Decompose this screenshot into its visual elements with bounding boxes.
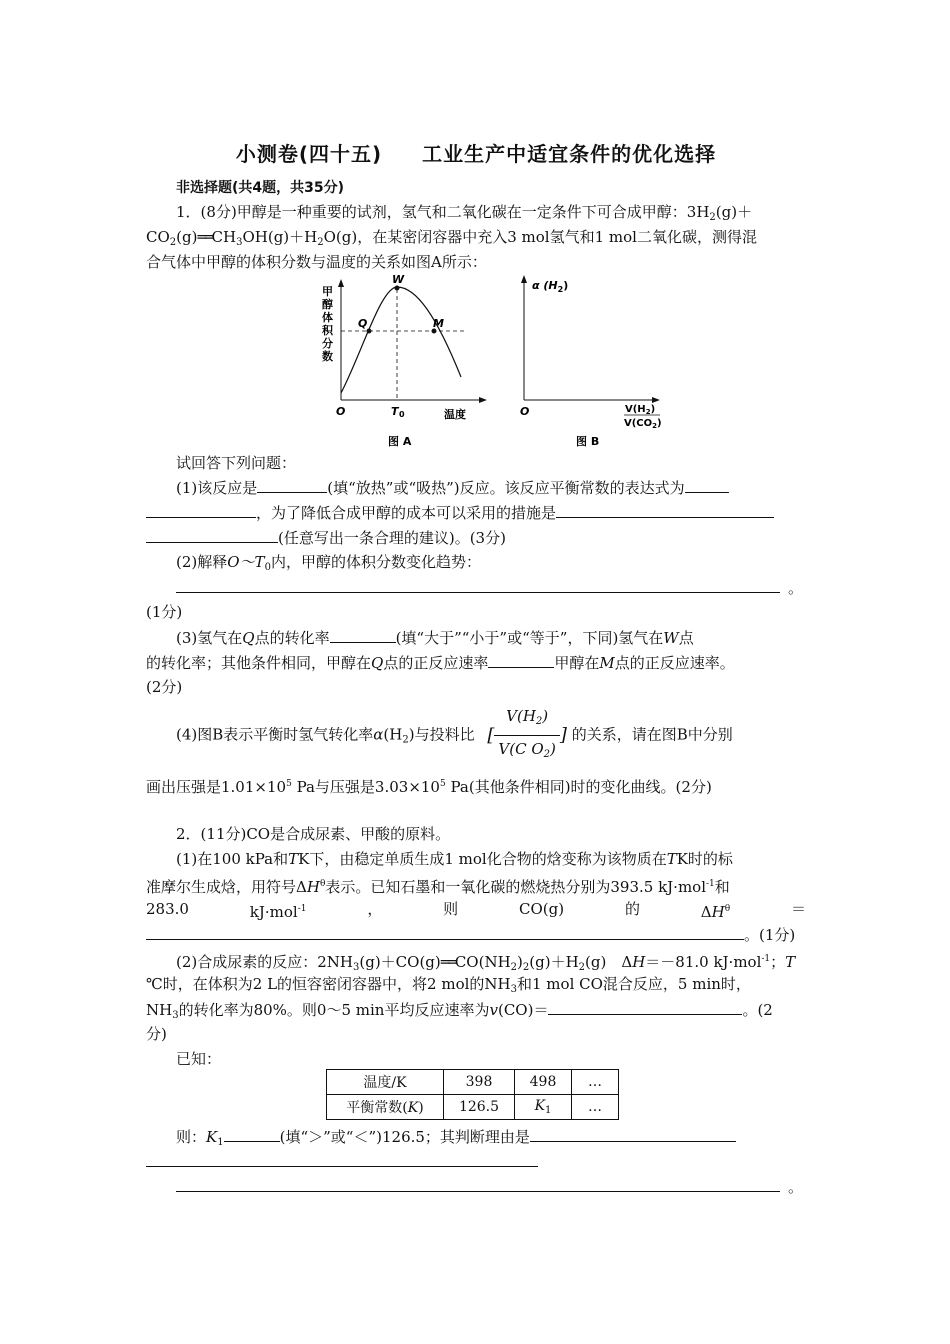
table-row: 温度/K 398 498 …: [327, 1070, 619, 1095]
svg-text:O: O: [520, 405, 530, 418]
q1-part1-line3: (任意写出一条合理的建议)。(3分): [146, 526, 506, 549]
q1-line1: 1．(8分)甲醇是一种重要的试剂，氢气和二氧化碳在一定条件下可合成甲醇：$3H_2(g)+$: [176, 203, 753, 223]
figure-a: [316, 275, 506, 450]
q1-part3-score: (2分): [146, 678, 183, 696]
q2-part2-line2: ℃时，在体积为2 L的恒容密闭容器中，将2 mol的$NH_3$和1 mol CO混合反应，5 min时，: [146, 975, 751, 995]
answer-blank[interactable]: [257, 476, 327, 493]
answer-blank[interactable]: [488, 651, 554, 668]
svg-text:V(H2): $V(H_2)$: [625, 404, 656, 416]
q2-part2-line1: (2)合成尿素的反应：$2NH_3(g)+CO(g)══CO(NH_2)_2(g)+H_2(g)$ ΔH＝－81.0 kJ·mol$^{-1}$；T: [176, 953, 796, 973]
ratio-fraction: $\frac{V(H_2)}{V(C O_2)}$: [494, 706, 559, 765]
point-w: [395, 286, 400, 291]
q1-part3-line1: (3)氢气在Q点的转化率 (填“大于”“小于”或“等于”，下同)氢气在W点: [176, 626, 694, 649]
svg-text:积: 积: [322, 324, 333, 337]
answer-blank[interactable]: [556, 501, 774, 518]
svg-text:0: 0: [399, 410, 405, 419]
svg-text:W: W: [392, 275, 405, 286]
q1-intro: 试回答下列问题：: [176, 454, 297, 472]
q1-part2-answer: 。: [176, 576, 803, 599]
svg-text:图 A: 图 A: [388, 435, 412, 448]
answer-blank[interactable]: [685, 476, 729, 493]
answer-blank[interactable]: [146, 526, 278, 543]
table-row: 平衡常数(K) 126.5 $K_1$ …: [327, 1095, 619, 1120]
q1-part1-line1: (1)该反应是 (填“放热”或“吸热”)反应。该反应平衡常数的表达式为: [176, 476, 729, 499]
q2-known: 已知：: [176, 1050, 222, 1068]
svg-text:数: 数: [322, 350, 333, 363]
equilibrium-table: [326, 1069, 619, 1120]
q2-line1: 2．(11分)CO是合成尿素、甲酸的原料。: [176, 825, 451, 843]
svg-text:V(CO2): $V(CO_2)$: [624, 418, 662, 430]
page-title: 小测卷(四十五) 工业生产中适宜条件的优化选择: [235, 142, 717, 166]
svg-text:α (H2): α $(H_2)$: [532, 279, 569, 294]
q2-part1-line1: (1)在100 kPa和TK下，由稳定单质生成1 mol化合物的焓变称为该物质在TK时的标: [176, 850, 733, 868]
q1-part1-line2: ，为了降低合成甲醇的成本可以采用的措施是: [146, 501, 774, 524]
answer-blank[interactable]: [146, 501, 256, 518]
answer-blank[interactable]: [146, 1150, 538, 1167]
answer-blank[interactable]: [548, 998, 742, 1015]
q1-part2: (2)解释$O\sim T_0$内，甲醇的体积分数变化趋势：: [176, 553, 481, 573]
svg-text:O: O: [336, 405, 346, 418]
q1-part4-line1: (4)图B表示平衡时氢气转化率$\alpha(H_2)$与投料比 [ $\frac{V(H_2)}{V(C O_2)}$ ] 的关系，请在图B中分别: [176, 706, 733, 765]
q1-line3: 合气体中甲醇的体积分数与温度的关系如图A所示：: [146, 253, 487, 271]
svg-text:醇: 醇: [322, 298, 333, 311]
answer-blank[interactable]: [224, 1125, 280, 1142]
svg-text:分: 分: [322, 337, 333, 350]
svg-text:Q: Q: [358, 317, 368, 330]
q1-part2-score: (1分): [146, 603, 183, 621]
svg-text:M: M: [433, 317, 444, 330]
answer-blank[interactable]: [176, 1175, 780, 1192]
q2-part3-line1: 则：$K_1$ (填“＞”或“＜”)126.5；其判断理由是: [176, 1125, 736, 1154]
answer-blank[interactable]: [146, 923, 744, 940]
svg-text:T: T: [391, 405, 399, 418]
q2-part2-line4: 分): [146, 1025, 167, 1043]
q2-part1-line3: 283.0 kJ·mol$^{-1}$ ， 则 CO(g) 的 $\Delta H^\theta$ ＝: [146, 900, 806, 921]
q2-part3-line3: 。: [176, 1175, 803, 1198]
svg-text:甲: 甲: [322, 285, 333, 298]
q2-part1-line4: 。(1分): [146, 923, 795, 946]
svg-text:图 B: 图 B: [576, 435, 600, 448]
q1-part3-line2: 的转化率；其他条件相同，甲醇在Q点的正反应速率 甲醇在M点的正反应速率。: [146, 651, 735, 674]
q2-part1-line2: 准摩尔生成焓，用符号$\Delta H^\theta$表示。已知石墨和一氧化碳的燃烧热分别为393.5 kJ·mol$^{-1}$和: [146, 878, 730, 896]
q1-part4-line2: 画出压强是$1.01\times 10^5$ Pa与压强是$3.03\times 10^5$ Pa(其他条件相同)时的变化曲线。(2分): [146, 778, 712, 796]
svg-text:温度: 温度: [444, 408, 466, 421]
q1-line2: $CO_2(g)══CH_3OH(g)+H_2O(g)$，在某密闭容器中充入3 mol氢气和1 mol二氧化碳，测得混: [146, 228, 757, 248]
answer-blank[interactable]: [530, 1125, 736, 1142]
svg-text:体: 体: [322, 311, 333, 324]
answer-blank[interactable]: [176, 576, 780, 593]
section-heading: 非选择题(共4题，共35分): [176, 180, 345, 196]
q2-part3-line2: [146, 1150, 538, 1173]
figure-b: [514, 275, 674, 450]
answer-blank[interactable]: [330, 626, 396, 643]
q2-part2-line3: $NH_3$的转化率为80%。则0～5 min平均反应速率为v(CO)＝ 。(2: [146, 998, 773, 1027]
